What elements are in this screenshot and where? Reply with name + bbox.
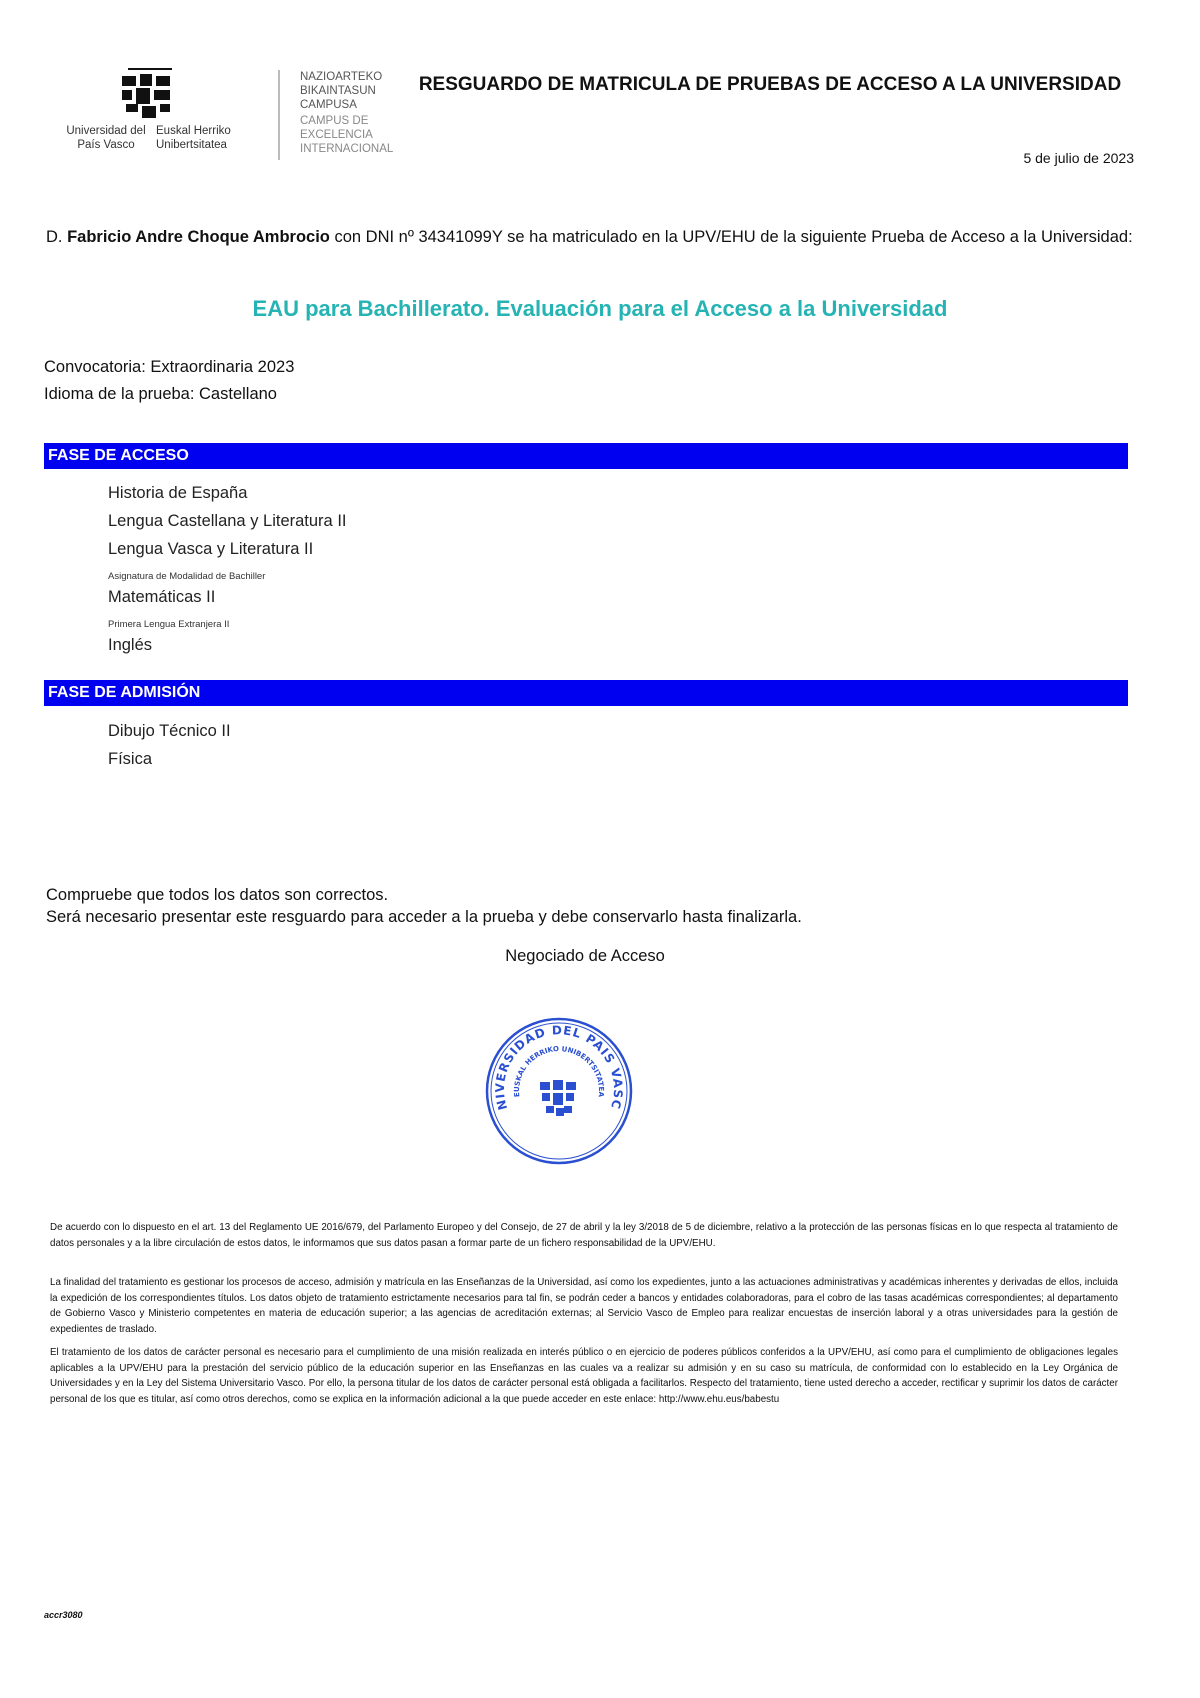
subject-item: Lengua Vasca y Literatura II xyxy=(108,540,314,558)
intro-paragraph xyxy=(46,226,1146,248)
convocatoria-text: Convocatoria: Extraordinaria 2023 xyxy=(44,358,295,376)
closing-line: Compruebe que todos los datos son correctos. xyxy=(46,886,389,904)
footer-code: accr3080 xyxy=(44,1610,83,1620)
university-name-es: Universidad del País Vasco xyxy=(66,125,146,151)
exam-title: EAU para Bachillerato. Evaluación para el Acceso a la Universidad xyxy=(252,296,948,321)
university-name-eu: Euskal Herriko Unibertsitatea xyxy=(156,125,231,151)
document-title: RESGUARDO DE MATRICULA DE PRUEBAS DE ACCESO A LA UNIVERSIDAD xyxy=(418,74,1122,95)
fase-admision-heading: FASE DE ADMISIÓN xyxy=(44,680,1128,706)
logo-divider xyxy=(278,70,280,160)
seal-inner-text: EUSKAL HERRIKO UNIBERTSITATEA xyxy=(512,1045,606,1098)
subject-item: Historia de España xyxy=(108,484,248,502)
fase-acceso-heading: FASE DE ACCESO xyxy=(44,443,1128,469)
legal-paragraph: La finalidad del tratamiento es gestionar los procesos de acceso, admisión y matrícula en las Enseñanzas de la Universidad, así como los expedientes, junto a las actuaciones administrativas y académicas inherentes y derivadas de ellos, incluida la expedición de los correspondientes títulos. Los datos objeto de tratamiento estrictamente necesarios para tal fin, se podrán ceder a bancos y entidades colaboradoras, para el cobro de las tasas académicas correspondientes; al departamento de Gobierno Vasco y Ministerio competentes en materia de educación superior; a las agencias de acreditación externas; al Servicio Vasco de Empleo para realizar encuestas de inserción laboral y a otras universidades para la gestión de expedientes de traslado. xyxy=(50,1277,1118,1335)
campus-name-eu: NAZIOARTEKO BIKAINTASUN CAMPUSA xyxy=(300,71,383,111)
student-name: Fabricio Andre Choque Ambrocio xyxy=(67,228,330,246)
subject-caption: Primera Lengua Extranjera II xyxy=(108,619,230,630)
subject-item: Física xyxy=(108,750,153,768)
university-emblem-icon xyxy=(56,66,276,126)
campus-name-es: CAMPUS DE EXCELENCIA INTERNACIONAL xyxy=(300,115,394,155)
university-seal-stamp xyxy=(484,1016,634,1166)
subject-caption: Asignatura de Modalidad de Bachiller xyxy=(108,571,266,582)
signature-office: Negociado de Acceso xyxy=(505,947,665,965)
document-date: 5 de julio de 2023 xyxy=(1023,150,1134,166)
subject-item: Inglés xyxy=(108,636,153,654)
subject-item: Dibujo Técnico II xyxy=(108,722,231,740)
intro-body: con DNI nº 34341099Y se ha matriculado en la UPV/EHU de la siguiente Prueba de Acceso a la Universidad: xyxy=(329,228,1133,246)
closing-line: Será necesario presentar este resguardo para acceder a la prueba y debe conservarlo hasta finalizarla. xyxy=(46,908,802,926)
idioma-text: Idioma de la prueba: Castellano xyxy=(44,385,277,403)
legal-paragraph: El tratamiento de los datos de carácter personal es necesario para el cumplimiento de una misión realizada en interés público o en ejercicio de poderes públicos conferidos a la UPV/EHU, así como para el cumplimiento de obligaciones legales aplicables a la UPV/EHU para la prestación del servicio público de la educación superior en las Enseñanzas en las cuales va a realizar su admisión y en su caso su matrícula, de conformidad con lo establecido en la Ley Orgánica de Universidades y en la Ley del Sistema Universitario Vasco. Por ello, la persona titular de los datos de carácter personal está obligada a facilitarlos. Respecto del tratamiento, tiene usted derecho a acceder, rectificar y suprimir los datos de carácter personal de los que es titular, así como otros derechos, como se explica en la información adicional a la que puede acceder en este enlace: http://www.ehu.eus/babestu xyxy=(50,1347,1118,1405)
subject-item: Matemáticas II xyxy=(108,588,216,606)
subject-item: Lengua Castellana y Literatura II xyxy=(108,512,347,530)
intro-prefix: D. xyxy=(46,228,68,246)
seal-icon xyxy=(484,1016,634,1166)
legal-paragraph: De acuerdo con lo dispuesto en el art. 13 del Reglamento UE 2016/679, del Parlamento Europeo y del Consejo, de 27 de abril y la ley 3/2018 de 5 de diciembre, relativo a la protección de las personas físicas en lo que respecta al tratamiento de datos personales y a la libre circulación de estos datos, le informamos que sus datos pasan a formar parte de un fichero responsabilidad de la UPV/EHU. xyxy=(50,1222,1118,1249)
seal-outer-text: NIVERSIDAD DEL PAIS VASC xyxy=(492,1023,626,1112)
university-logo xyxy=(56,66,276,166)
